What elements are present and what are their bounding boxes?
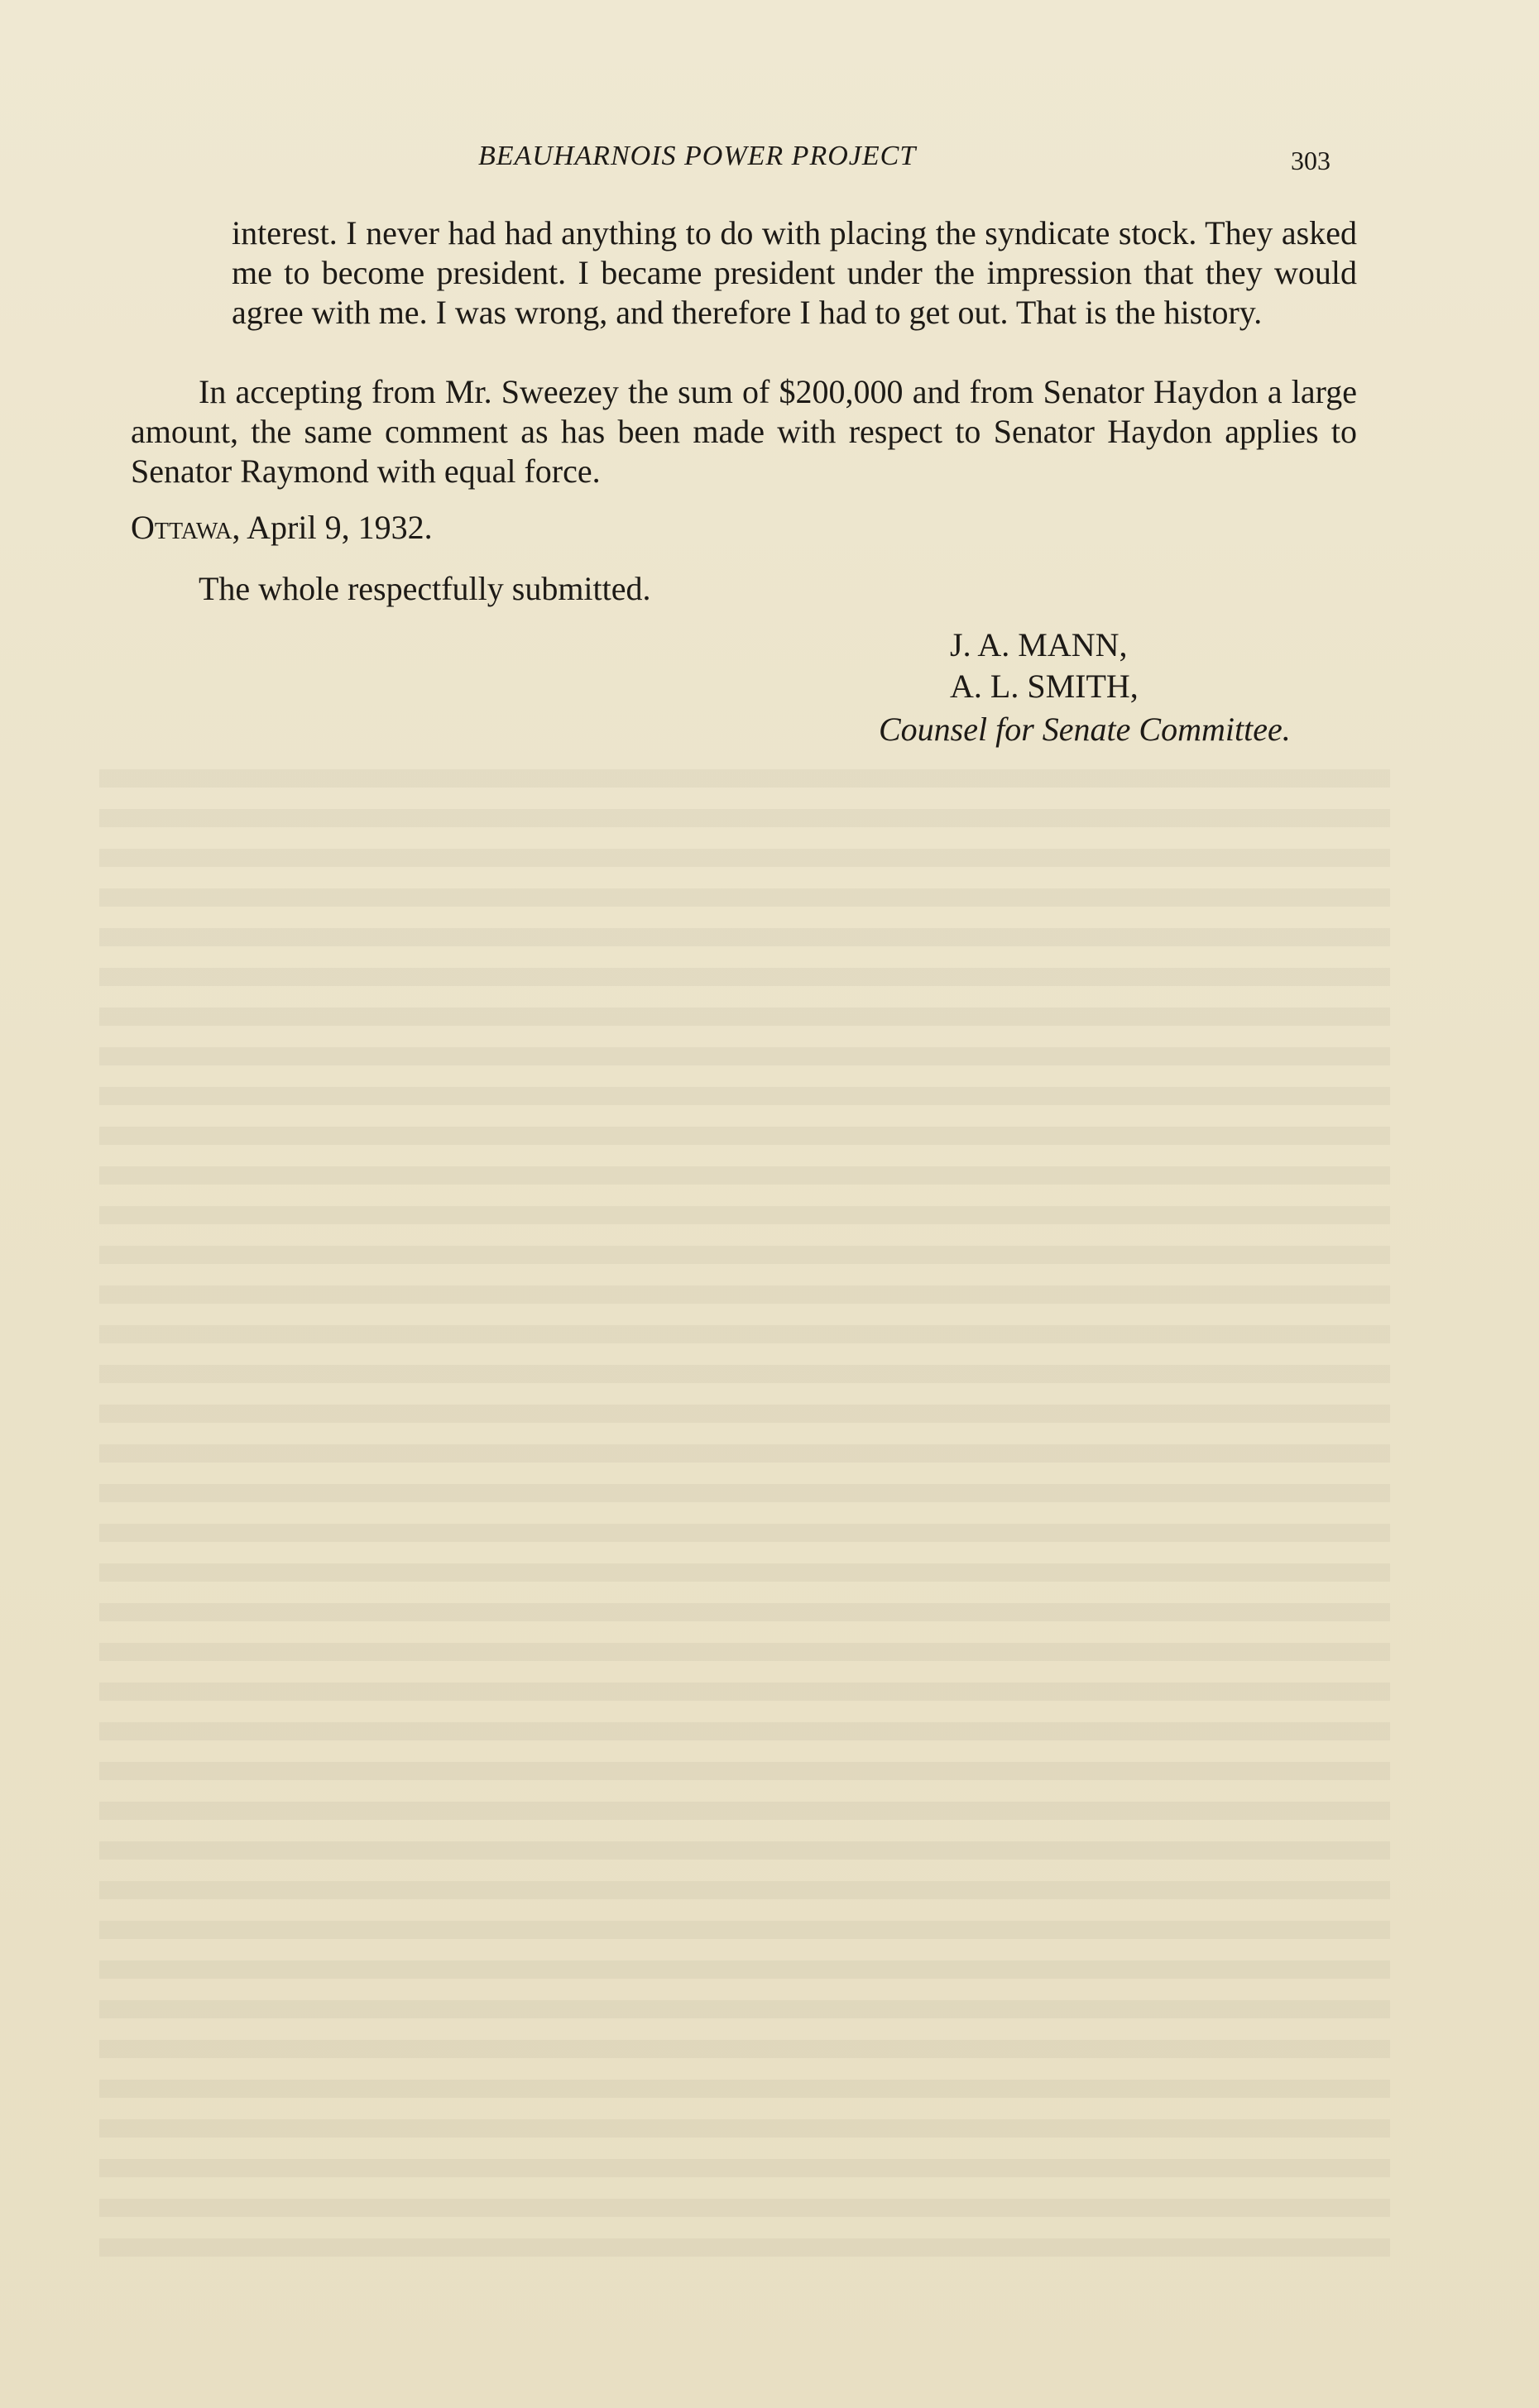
- dateline-date: , April 9, 1932.: [232, 509, 433, 546]
- signatory-1: J. A. MANN,: [950, 626, 1128, 663]
- signatory-title: Counsel for Senate Committee.: [879, 711, 1291, 748]
- dateline: [131, 508, 433, 547]
- bleed-through-texture: [99, 769, 1390, 2258]
- running-title: BEAUHARNOIS POWER PROJECT: [478, 141, 917, 171]
- quoted-testimony: interest. I never had had anything to do with placing the syndicate stock. They asked me to become president. I became president under the impression that they would agree with me. I was wrong, and therefore I had to get out. That is the history.: [232, 214, 1357, 331]
- dateline-place: Ottawa: [131, 509, 233, 546]
- page-number: 303: [1291, 146, 1330, 175]
- closing-line: The whole respectfully submitted.: [199, 570, 651, 607]
- body-paragraph: In accepting from Mr. Sweezey the sum of $200,000 and from Senator Haydon a large amount, the same comment as has been made with respect to Senator Haydon applies to Senator Raymond with equal force.: [131, 373, 1357, 490]
- signatory-2: A. L. SMITH,: [950, 668, 1139, 705]
